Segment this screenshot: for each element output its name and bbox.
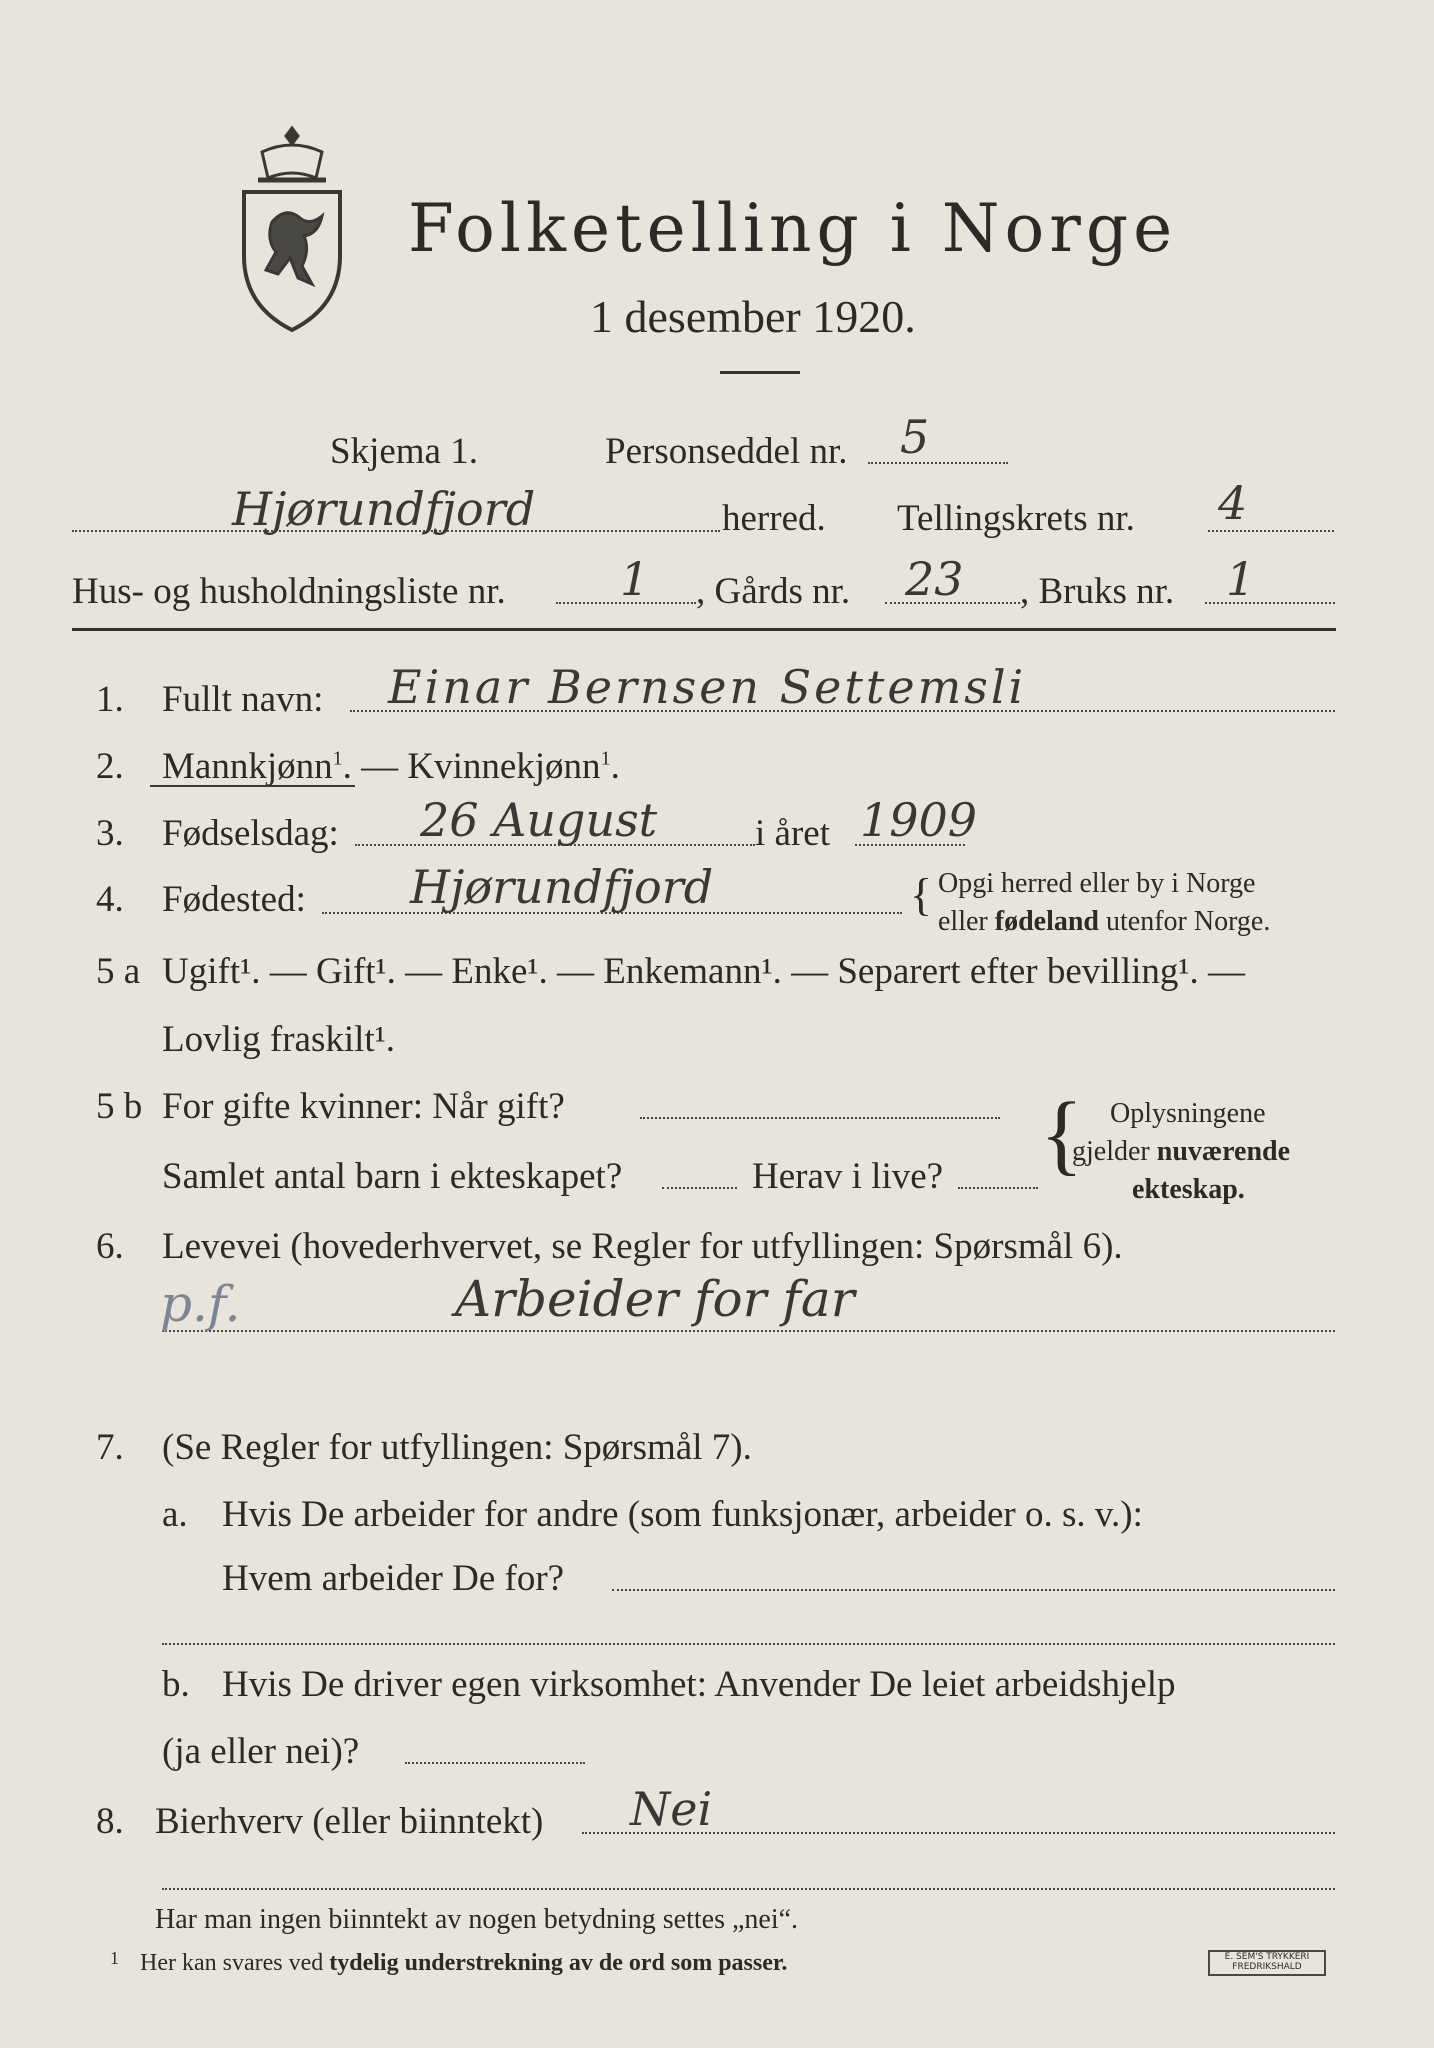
- q4-number: 4.: [96, 879, 124, 920]
- q7b-text: Hvis De driver egen virksomhet: Anvender De leiet arbeidshjelp: [222, 1664, 1176, 1705]
- bruks-label: , Bruks nr.: [1020, 571, 1175, 612]
- q2-male: Mannkjønn: [162, 746, 333, 787]
- footnote-text-b: tydelig understrekning av de ord som passer.: [329, 1950, 788, 1976]
- schema-label: Skjema 1.: [330, 431, 478, 472]
- q3-year-label: i året: [755, 813, 830, 854]
- q1-label: Fullt navn:: [162, 679, 324, 720]
- coat-of-arms-icon: [232, 122, 352, 337]
- q7a-question: Hvem arbeider De for?: [222, 1558, 565, 1599]
- q7a-number: a.: [162, 1494, 188, 1535]
- q7-number: 7.: [96, 1427, 124, 1468]
- q5b-note-1: Oplysningene: [1110, 1098, 1266, 1129]
- q2-end: .: [610, 746, 620, 787]
- husholdningsliste-value: 1: [620, 552, 650, 606]
- q6-value: Arbeider for far: [455, 1270, 855, 1328]
- q7a-line-2: [162, 1643, 1335, 1645]
- q7-label: (Se Regler for utfyllingen: Spørsmål 7).: [162, 1427, 752, 1468]
- q5b-note-2a: gjelder: [1072, 1136, 1157, 1167]
- q3-year-value: 1909: [860, 793, 978, 847]
- husholdningsliste-label: Hus- og husholdningsliste nr.: [72, 571, 506, 612]
- personseddel-line: [868, 462, 1008, 464]
- q2-female: Kvinnekjønn: [407, 746, 601, 787]
- q5a-line-1: Ugift¹. — Gift¹. — Enke¹. — Enkemann¹. — Separert efter bevilling¹. —: [162, 951, 1245, 992]
- q5b-when-line: [640, 1117, 1000, 1119]
- q5a-line-2: Lovlig fraskilt¹.: [162, 1019, 396, 1060]
- q6-number: 6.: [96, 1226, 124, 1267]
- q4-label: Fødested:: [162, 879, 306, 920]
- q5b-alive-label: Herav i live?: [752, 1156, 944, 1197]
- q4-note-2b: fødeland: [994, 906, 1099, 937]
- q2-number: 2.: [96, 746, 124, 787]
- q5b-when-label: For gifte kvinner: Når gift?: [162, 1086, 565, 1127]
- q4-note-1: Opgi herred eller by i Norge: [938, 868, 1256, 899]
- herred-label: herred.: [722, 498, 826, 539]
- q8-line-2: [162, 1888, 1335, 1890]
- personseddel-label: Personseddel nr.: [605, 431, 848, 472]
- printer-stamp: E. SEM'S TRYKKERI FREDRIKSHALD: [1208, 1950, 1326, 1976]
- q5b-children-line: [662, 1187, 737, 1189]
- q2-male-underline: [150, 785, 355, 787]
- q3-label: Fødselsdag:: [162, 813, 339, 854]
- q6-line: [162, 1330, 1335, 1332]
- form-title: Folketelling i Norge: [408, 190, 1178, 267]
- header-rule: [72, 628, 1336, 631]
- q4-brace: {: [910, 869, 933, 920]
- bruks-value: 1: [1226, 552, 1256, 606]
- q8-number: 8.: [96, 1801, 124, 1842]
- footnote-text: [140, 1950, 787, 1977]
- q5b-number: 5 b: [96, 1086, 143, 1127]
- q6-mark: p.f.: [160, 1275, 241, 1333]
- q7a-line: [612, 1589, 1335, 1591]
- q7b-question: (ja eller nei)?: [162, 1731, 360, 1772]
- q2-options: Mannkjønn$^1$. — Kvinnekjønn$^1$.: [162, 746, 620, 787]
- q4-value: Hjørundfjord: [410, 860, 714, 914]
- q7a-text: Hvis De arbeider for andre (som funksjonær, arbeider o. s. v.):: [222, 1494, 1143, 1535]
- footnote-text-a: Her kan svares ved: [140, 1950, 330, 1976]
- q5b-alive-line: [958, 1187, 1038, 1189]
- q8-label: Bierhverv (eller biinntekt): [155, 1801, 544, 1842]
- bruks-line: [1205, 602, 1335, 604]
- q3-number: 3.: [96, 813, 124, 854]
- tellingskrets-line: [1208, 530, 1334, 532]
- q1-number: 1.: [96, 679, 124, 720]
- q4-note-2: [938, 906, 1270, 938]
- personseddel-value: 5: [900, 410, 930, 464]
- q4-note-2c: utenfor Norge.: [1099, 906, 1271, 937]
- q1-value: Einar Bernsen Settemsli: [388, 660, 1027, 714]
- q7b-line: [405, 1762, 585, 1764]
- gards-label: , Gårds nr.: [696, 571, 851, 612]
- q6-label: Levevei (hovederhvervet, se Regler for utfyllingen: Spørsmål 6).: [162, 1226, 1123, 1267]
- q5b-brace: {: [1040, 1085, 1084, 1184]
- title-divider: [720, 371, 800, 374]
- q8-value: Nei: [630, 1782, 713, 1836]
- q5a-number: 5 a: [96, 951, 141, 992]
- q3-value: 26 August: [420, 793, 658, 847]
- footnote-number: 1: [110, 1948, 119, 1968]
- gards-value: 23: [905, 552, 964, 606]
- q5b-note-3: ekteskap.: [1132, 1174, 1245, 1205]
- tellingskrets-label: Tellingskrets nr.: [897, 498, 1135, 539]
- q7b-number: b.: [162, 1664, 190, 1705]
- q2-separator: . —: [342, 746, 399, 787]
- tellingskrets-value: 4: [1218, 476, 1248, 530]
- footer-note: Har man ingen biinntekt av nogen betydning settes „nei“.: [155, 1904, 799, 1935]
- q4-note-2a: eller: [938, 906, 995, 937]
- q5b-children-label: Samlet antal barn i ekteskapet?: [162, 1156, 623, 1197]
- herred-value: Hjørundfjord: [232, 482, 536, 536]
- census-date: 1 desember 1920.: [590, 291, 916, 342]
- q5b-note-2b: nuværende: [1156, 1136, 1291, 1167]
- q5b-note-2: [1072, 1136, 1290, 1168]
